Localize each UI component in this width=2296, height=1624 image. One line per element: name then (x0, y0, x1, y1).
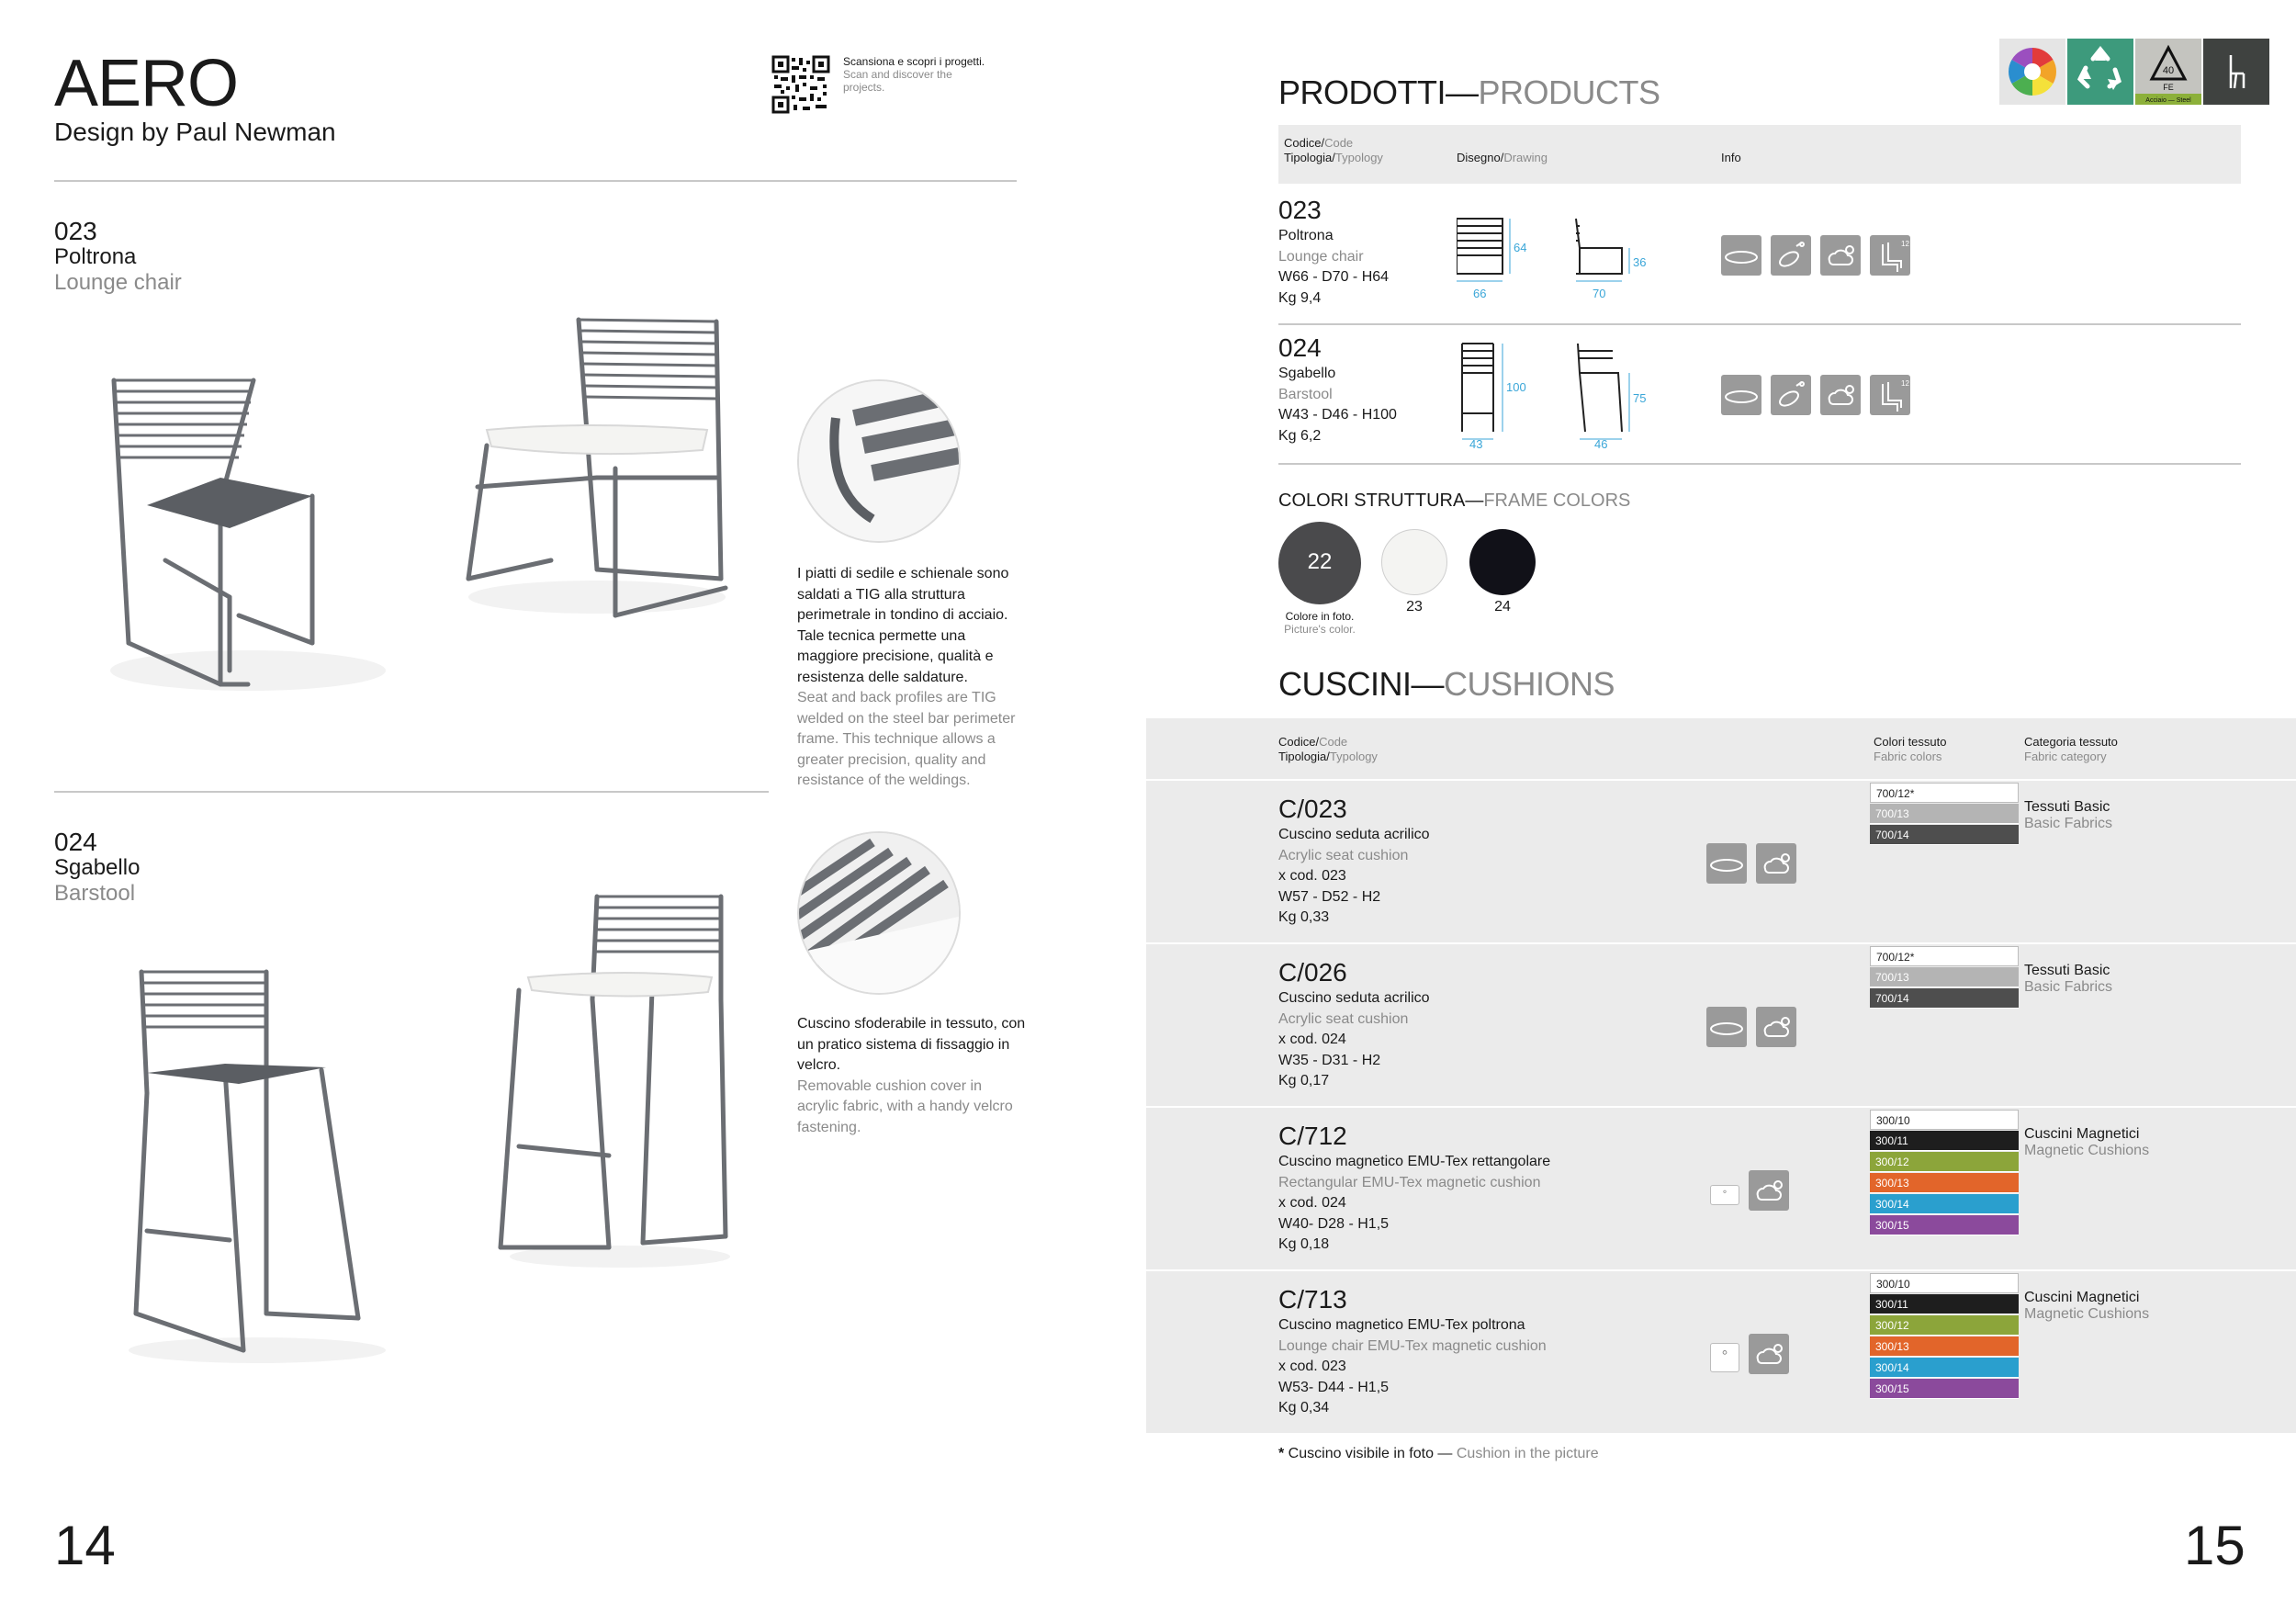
stackable-icon (1870, 235, 1910, 276)
chair-silhouette-icon (2203, 39, 2269, 105)
fabric-color-chip[interactable]: 700/14 (1870, 988, 2019, 1009)
fabric-color-chip[interactable]: 300/14 (1870, 1194, 2019, 1214)
product-dimensions: W43 - D46 - H100 (1278, 407, 1397, 423)
product-name-it: Poltrona (1278, 228, 1334, 243)
stackable-icon (1870, 375, 1910, 415)
product-code: 024 (54, 828, 97, 856)
qr-caption (843, 55, 990, 94)
product-row-023 (1278, 195, 2241, 323)
drawing-dim: 100 (1506, 380, 1526, 394)
frame-color-swatch-22[interactable]: 22 (1278, 522, 1361, 604)
cushion-name-en: Lounge chair EMU-Tex magnetic cushion (1278, 1337, 1547, 1354)
picture-color-note: Colore in foto. Picture's color. (1284, 610, 1356, 636)
products-table-header (1278, 125, 2241, 184)
fabric-color-chip[interactable]: 700/12* (1870, 783, 2019, 803)
product-code: 024 (1278, 333, 1322, 362)
product-name-it: Poltrona (54, 244, 137, 269)
cushion-dimensions: W40- D28 - H1,5 (1278, 1215, 1390, 1232)
cushion-compatibility: x cod. 024 (1278, 1195, 1346, 1211)
fabric-color-chip[interactable]: 300/10 (1870, 1273, 2019, 1293)
cushions-table-header (1146, 718, 2296, 779)
frame-color-label: 24 (1494, 599, 1511, 615)
cushions-section-title: CUSCINI—CUSHIONS (1278, 665, 1615, 703)
footnote: * Cuscino visibile in foto — Cushion in the picture (1278, 1446, 1599, 1461)
cushion-code: C/023 (1278, 795, 1347, 823)
product-code: 023 (1278, 196, 1322, 224)
cushion-detail-image (797, 831, 961, 995)
frame-colors-title: COLORI STRUTTURA—FRAME COLORS (1278, 491, 1631, 511)
fabric-color-chip[interactable]: 700/12* (1870, 946, 2019, 966)
product-name-en: Lounge chair (54, 270, 182, 295)
product-name-en: Lounge chair (1278, 248, 1364, 265)
cushion-row (1278, 794, 1430, 929)
fabric-color-chip[interactable]: 300/15 (1870, 1379, 2019, 1399)
header-code: Codice/Code Tipologia/Typology (1278, 735, 1378, 763)
frame-color-swatch-24[interactable] (1469, 529, 1536, 595)
cushion-compatibility: x cod. 023 (1278, 1359, 1346, 1374)
cushion-name-it: Cuscino seduta acrilico (1278, 990, 1430, 1006)
cushion-dimensions: W57 - D52 - H2 (1278, 888, 1381, 905)
cushion-weight: Kg 0,17 (1278, 1073, 1330, 1088)
cushion-dimensions: W35 - D31 - H2 (1278, 1052, 1381, 1068)
designer-credit: Design by Paul Newman (54, 118, 336, 146)
fabric-category-it: Cuscini Magnetici (2024, 1126, 2140, 1142)
cushion-name-it: Cuscino magnetico EMU-Tex rettangolare (1278, 1154, 1551, 1169)
cushion-icon (1706, 843, 1747, 884)
page-number-left: 14 (54, 1515, 116, 1576)
fabric-category (2024, 799, 2112, 832)
weather-icon (1749, 1334, 1789, 1374)
header-code: Codice/Code Tipologia/Typology (1284, 136, 1383, 164)
brand-title: AERO (54, 47, 239, 120)
fabric-color-chip[interactable]: 300/10 (1870, 1110, 2019, 1130)
weld-detail-image (797, 379, 961, 543)
lounge-chair-photo (92, 367, 386, 698)
magnetic-cushion-icon (1710, 1343, 1739, 1372)
fabric-category (2024, 963, 2112, 996)
fabric-color-chip[interactable]: 300/14 (1870, 1358, 2019, 1378)
weather-icon (1756, 843, 1796, 884)
product-name-en: Barstool (54, 881, 136, 906)
drawing-dim: 36 (1633, 255, 1647, 269)
fabric-category (2024, 1290, 2149, 1323)
product-weight: Kg 6,2 (1278, 427, 1322, 444)
products-section-title (1278, 73, 1660, 112)
technical-drawing-024 (1457, 340, 1649, 450)
cushion-weight: Kg 0,33 (1278, 909, 1330, 925)
fabric-color-chip[interactable]: 700/13 (1870, 804, 2019, 824)
svg-text:12: 12 (1901, 379, 1909, 388)
fabric-category-it: Cuscini Magnetici (2024, 1290, 2140, 1305)
product-dimensions: W66 - D70 - H64 (1278, 269, 1390, 285)
lounge-chair-cushion-photo (459, 312, 735, 625)
removable-cover-icon (1771, 235, 1811, 276)
cushion-row (1278, 1284, 1547, 1419)
fabric-color-chip[interactable]: 300/13 (1870, 1336, 2019, 1357)
cushion-compatibility: x cod. 024 (1278, 1032, 1346, 1047)
header-info: Info (1721, 151, 1741, 164)
header-drawing: Disegno/Drawing (1457, 151, 1548, 164)
product-code: 023 (54, 217, 97, 245)
product-heading-024 (54, 829, 140, 907)
detail-text-cushion-it: Cuscino sfoderabile in tessuto, con un pratico sistema di fissaggio in velcro. (797, 1016, 1026, 1073)
weather-icon (1749, 1170, 1789, 1211)
fabric-color-chip[interactable]: 700/14 (1870, 825, 2019, 845)
frame-color-label: 23 (1406, 599, 1423, 615)
product-weight: Kg 9,4 (1278, 289, 1322, 306)
cushion-code: C/713 (1278, 1285, 1347, 1314)
cushion-compatibility: x cod. 023 (1278, 868, 1346, 884)
cushion-name-en: Rectangular EMU-Tex magnetic cushion (1278, 1174, 1541, 1190)
frame-color-swatch-23[interactable] (1381, 529, 1447, 595)
detail-text-weld-it: I piatti di sedile e schienale sono saldati a TIG alla struttura perimetrale in tondino di acciaio. Tale tecnica permette una maggiore precisione, qualità e resistenza delle saldature. (797, 566, 1009, 685)
detail-text-weld-en: Seat and back profiles are TIG welded on the steel bar perimeter frame. This technique allows a greater precision, quality and resistance of the weldings. (797, 690, 1016, 788)
cushion-row (1278, 1121, 1550, 1256)
weather-icon (1820, 375, 1861, 415)
drawing-dim: 46 (1594, 437, 1608, 450)
fabric-color-chip[interactable]: 700/13 (1870, 967, 2019, 987)
fabric-category-en: Basic Fabrics (2024, 979, 2113, 995)
cushion-code: C/026 (1278, 958, 1347, 987)
qr-caption-it: Scansiona e scopri i progetti. (843, 55, 985, 68)
recycle-icon (2067, 39, 2133, 105)
detail-text-weld (797, 564, 1027, 792)
fabric-color-chip[interactable]: 300/13 (1870, 1173, 2019, 1193)
cushion-name-it: Cuscino seduta acrilico (1278, 827, 1430, 842)
product-name-en: Barstool (1278, 386, 1333, 402)
cert-fe: FE (2163, 83, 2174, 92)
fabric-category-it: Tessuti Basic (2024, 799, 2110, 815)
cushion-code: C/712 (1278, 1122, 1347, 1150)
cushion-icon (1721, 375, 1761, 415)
cushion-name-it: Cuscino magnetico EMU-Tex poltrona (1278, 1317, 1525, 1333)
divider-top (54, 180, 1017, 182)
removable-cover-icon (1771, 375, 1811, 415)
product-row-divider (1278, 463, 2241, 465)
header-fabric-category: Categoria tessuto Fabric category (2024, 735, 2118, 763)
fabric-category-it: Tessuti Basic (2024, 963, 2110, 978)
fabric-color-chip[interactable]: 300/12 (1870, 1152, 2019, 1172)
fabric-category-en: Magnetic Cushions (2024, 1306, 2150, 1322)
cushion-icon (1706, 1007, 1747, 1047)
magnetic-cushion-icon (1710, 1185, 1739, 1205)
product-row-024 (1278, 333, 2241, 461)
cert-steel-label: Acciaio — Steel (2145, 97, 2191, 104)
fabric-color-chip[interactable]: 300/15 (1870, 1215, 2019, 1235)
product-name-it: Sgabello (1278, 366, 1336, 381)
weather-icon (1820, 235, 1861, 276)
qr-caption-en: Scan and discover the projects. (843, 68, 952, 94)
fabric-category-en: Basic Fabrics (2024, 816, 2113, 831)
products-title-sep: — (1446, 73, 1479, 111)
barstool-photo (119, 964, 395, 1369)
drawing-dim: 64 (1514, 241, 1527, 254)
cushion-row (1278, 957, 1430, 1092)
cushion-name-en: Acrylic seat cushion (1278, 1010, 1409, 1027)
barstool-cushion-photo (491, 889, 739, 1275)
header-fabric-colors: Colori tessuto Fabric colors (1874, 735, 1947, 763)
fabric-color-chip[interactable]: 300/11 (1870, 1294, 2019, 1314)
drawing-dim: 70 (1593, 287, 1606, 300)
product-name-it: Sgabello (54, 855, 141, 880)
page-number-right: 15 (2184, 1515, 2245, 1576)
drawing-dim: 43 (1469, 437, 1483, 450)
cushion-icon (1721, 235, 1761, 276)
fabric-color-chip[interactable]: 300/12 (1870, 1315, 2019, 1336)
svg-text:12: 12 (1901, 240, 1909, 248)
qr-code-icon[interactable] (771, 55, 830, 114)
weather-icon (1756, 1007, 1796, 1047)
detail-text-cushion (797, 1014, 1027, 1138)
cushion-name-en: Acrylic seat cushion (1278, 847, 1409, 863)
fabric-category-en: Magnetic Cushions (2024, 1143, 2150, 1158)
cert-number: 40 (2162, 65, 2175, 76)
drawing-dim: 75 (1633, 391, 1647, 405)
color-wheel-icon (1999, 39, 2065, 105)
products-title-it: PRODOTTI (1278, 73, 1446, 111)
fabric-color-chip[interactable]: 300/11 (1870, 1131, 2019, 1151)
cushion-weight: Kg 0,18 (1278, 1236, 1330, 1252)
technical-drawing-023 (1457, 209, 1649, 310)
cushion-dimensions: W53- D44 - H1,5 (1278, 1379, 1390, 1395)
divider-middle (54, 791, 769, 793)
product-row-divider (1278, 323, 2241, 325)
drawing-dim: 66 (1473, 287, 1487, 300)
product-heading-023 (54, 219, 182, 296)
fabric-category (2024, 1126, 2149, 1159)
steel-recycle-badge (2135, 39, 2201, 105)
products-title-en: PRODUCTS (1478, 73, 1660, 111)
detail-text-cushion-en: Removable cushion cover in acrylic fabric, with a handy velcro fastening. (797, 1077, 1013, 1135)
cushion-weight: Kg 0,34 (1278, 1400, 1330, 1415)
